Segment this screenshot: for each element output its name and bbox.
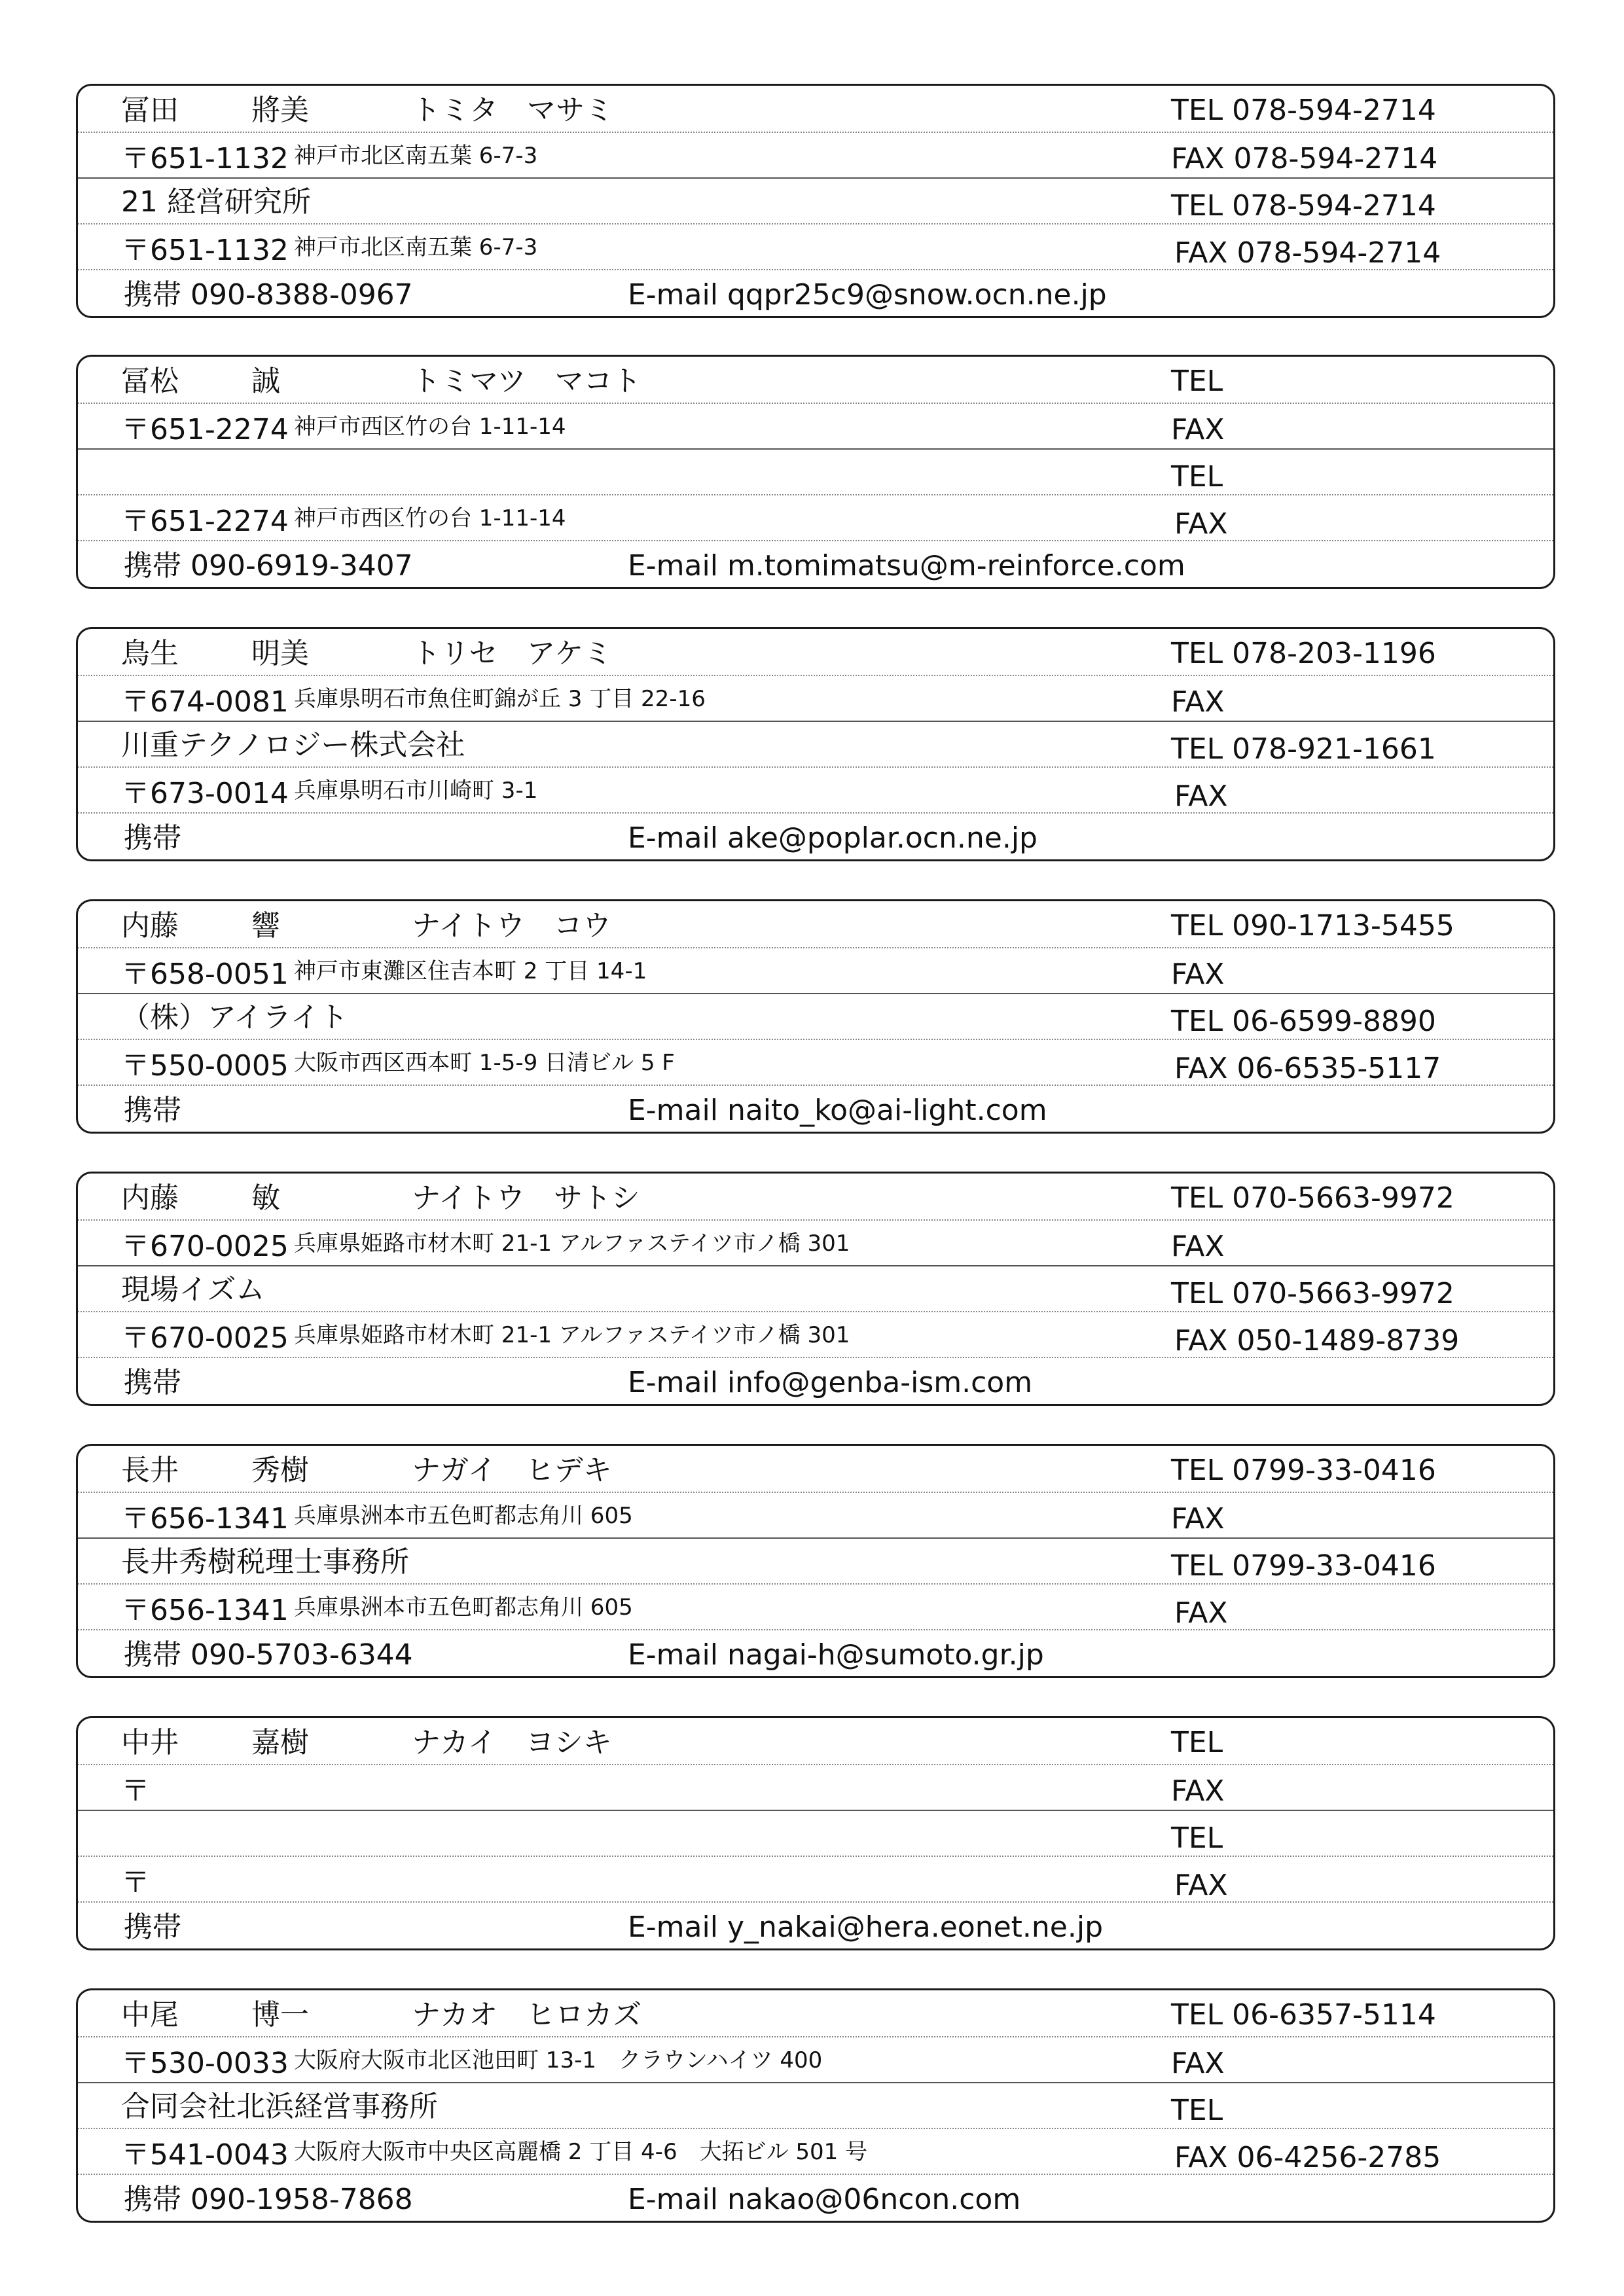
given-name: 將美 <box>251 94 309 127</box>
contact-row <box>78 812 1553 858</box>
name-row <box>78 1174 1553 1221</box>
home-tel: TEL <box>1171 365 1223 398</box>
company-row <box>78 721 1553 768</box>
name-row <box>78 1446 1553 1493</box>
home-tel: TEL 078-203-1196 <box>1171 637 1436 670</box>
contact-row <box>78 1357 1553 1403</box>
office-postal-code: 〒670-0025 <box>121 1321 289 1355</box>
home-fax: FAX <box>1171 1502 1225 1535</box>
office-tel: TEL <box>1171 1821 1223 1855</box>
mobile-phone: 携帯 <box>124 1366 181 1399</box>
home-address-row <box>78 947 1553 994</box>
office-address-row <box>78 1311 1553 1358</box>
contact-card <box>76 84 1555 318</box>
office-postal-code: 〒651-2274 <box>121 505 289 538</box>
home-postal-code: 〒670-0025 <box>121 1230 289 1263</box>
name-row <box>78 86 1553 133</box>
name-kana: トミマツ マコト <box>412 365 641 398</box>
home-address: 神戸市西区竹の台 1-11-14 <box>294 414 566 440</box>
mobile-phone: 携帯 090-1958-7868 <box>124 2183 413 2216</box>
home-fax: FAX <box>1171 2047 1225 2080</box>
office-fax: FAX <box>1174 1869 1228 1902</box>
family-name: 冨松 <box>121 365 179 398</box>
contact-card <box>76 1716 1555 1950</box>
contact-card <box>76 899 1555 1134</box>
family-name: 中尾 <box>121 1998 179 2032</box>
home-tel: TEL 070-5663-9972 <box>1171 1181 1454 1215</box>
name-row <box>78 357 1553 404</box>
contact-row <box>78 1901 1553 1947</box>
company-name: 川重テクノロジー株式会社 <box>121 728 465 762</box>
contact-row <box>78 540 1553 586</box>
family-name: 内藤 <box>121 1181 179 1215</box>
home-address-row <box>78 675 1553 722</box>
given-name: 明美 <box>251 637 309 670</box>
office-address-row <box>78 1039 1553 1086</box>
home-address-row <box>78 1219 1553 1266</box>
mobile-phone: 携帯 090-5703-6344 <box>124 1638 413 1672</box>
office-tel: TEL <box>1171 460 1223 493</box>
contact-card <box>76 627 1555 861</box>
company-name: 21 経営研究所 <box>121 185 311 219</box>
home-address: 兵庫県洲本市五色町都志角川 605 <box>294 1503 633 1529</box>
given-name: 嘉樹 <box>251 1726 309 1759</box>
mobile-phone: 携帯 <box>124 1910 181 1944</box>
contact-card <box>76 1444 1555 1678</box>
home-address: 兵庫県姫路市材木町 21-1 アルファステイツ市ノ橋 301 <box>294 1230 850 1257</box>
name-kana: ナイトウ コウ <box>412 909 611 942</box>
office-tel: TEL 0799-33-0416 <box>1171 1549 1436 1583</box>
home-postal-code: 〒651-1132 <box>121 142 289 175</box>
office-tel: TEL 078-594-2714 <box>1171 189 1436 223</box>
office-address: 大阪市西区西本町 1-5-9 日清ビル 5 F <box>294 1050 675 1076</box>
name-row <box>78 901 1553 948</box>
office-fax: FAX <box>1174 780 1228 813</box>
contact-card <box>76 1988 1555 2223</box>
name-kana: トミタ マサミ <box>412 94 613 127</box>
family-name: 中井 <box>121 1726 179 1759</box>
name-kana: ナイトウ サトシ <box>412 1181 640 1215</box>
mobile-phone: 携帯 090-8388-0967 <box>124 278 413 312</box>
home-address-row <box>78 1492 1553 1539</box>
mobile-phone: 携帯 <box>124 1094 181 1127</box>
home-fax: FAX <box>1171 1774 1225 1808</box>
company-row <box>78 1810 1553 1857</box>
family-name: 内藤 <box>121 909 179 942</box>
home-tel: TEL <box>1171 1726 1223 1759</box>
mobile-phone: 携帯 090-6919-3407 <box>124 549 413 583</box>
company-row <box>78 448 1553 495</box>
family-name: 鳥生 <box>121 637 179 670</box>
home-fax: FAX 078-594-2714 <box>1171 142 1438 175</box>
given-name: 秀樹 <box>251 1454 309 1487</box>
email-address: E-mail naito_ko@ai-light.com <box>628 1094 1047 1127</box>
office-address-row <box>78 1583 1553 1630</box>
office-postal-code: 〒550-0005 <box>121 1049 289 1083</box>
office-postal-code: 〒 <box>121 1866 150 1899</box>
office-address-row <box>78 766 1553 814</box>
office-fax: FAX 078-594-2714 <box>1174 236 1441 270</box>
home-address-row <box>78 1764 1553 1811</box>
office-fax: FAX 050-1489-8739 <box>1174 1324 1460 1357</box>
name-row <box>78 1990 1553 2037</box>
home-tel: TEL 090-1713-5455 <box>1171 909 1454 942</box>
email-address: E-mail qqpr25c9@snow.ocn.ne.jp <box>628 278 1107 312</box>
home-address-row <box>78 2036 1553 2083</box>
contact-card <box>76 1172 1555 1406</box>
email-address: E-mail ake@poplar.ocn.ne.jp <box>628 821 1038 855</box>
home-postal-code: 〒 <box>121 1774 150 1808</box>
email-address: E-mail y_nakai@hera.eonet.ne.jp <box>628 1910 1103 1944</box>
company-name: （株）アイライト <box>121 1001 348 1034</box>
office-address: 兵庫県洲本市五色町都志角川 605 <box>294 1594 633 1621</box>
office-postal-code: 〒651-1132 <box>121 234 289 267</box>
company-row <box>78 177 1553 224</box>
mobile-phone: 携帯 <box>124 821 181 855</box>
office-address-row <box>78 223 1553 270</box>
given-name: 博一 <box>251 1998 309 2032</box>
home-postal-code: 〒674-0081 <box>121 685 289 719</box>
office-address-row <box>78 494 1553 541</box>
email-address: E-mail nakao@06ncon.com <box>628 2183 1021 2216</box>
email-address: E-mail m.tomimatsu@m-reinforce.com <box>628 549 1185 583</box>
home-address-row <box>78 132 1553 179</box>
home-tel: TEL 078-594-2714 <box>1171 94 1436 127</box>
company-name: 現場イズム <box>121 1273 265 1306</box>
contact-row <box>78 1085 1553 1130</box>
home-postal-code: 〒658-0051 <box>121 958 289 991</box>
email-address: E-mail nagai-h@sumoto.gr.jp <box>628 1638 1044 1672</box>
office-address: 兵庫県明石市川崎町 3-1 <box>294 778 538 804</box>
name-kana: ナカオ ヒロカズ <box>412 1998 642 2032</box>
home-address: 神戸市東灘区住吉本町 2 丁目 14-1 <box>294 958 647 984</box>
home-postal-code: 〒651-2274 <box>121 413 289 446</box>
office-address: 神戸市西区竹の台 1-11-14 <box>294 505 566 531</box>
contact-row <box>78 269 1553 315</box>
family-name: 長井 <box>121 1454 179 1487</box>
office-tel: TEL 06-6599-8890 <box>1171 1005 1436 1038</box>
email-address: E-mail info@genba-ism.com <box>628 1366 1033 1399</box>
company-name: 長井秀樹税理士事務所 <box>121 1545 409 1579</box>
office-tel: TEL 070-5663-9972 <box>1171 1277 1454 1310</box>
company-row <box>78 1537 1553 1585</box>
office-address: 兵庫県姫路市材木町 21-1 アルファステイツ市ノ橋 301 <box>294 1322 850 1348</box>
home-fax: FAX <box>1171 413 1225 446</box>
contact-card <box>76 355 1555 589</box>
office-fax: FAX 06-4256-2785 <box>1174 2141 1441 2174</box>
home-postal-code: 〒530-0033 <box>121 2047 289 2080</box>
given-name: 敏 <box>251 1181 280 1215</box>
home-tel: TEL 0799-33-0416 <box>1171 1454 1436 1487</box>
name-kana: ナカイ ヨシキ <box>412 1726 612 1759</box>
office-address-row <box>78 2128 1553 2175</box>
family-name: 冨田 <box>121 94 179 127</box>
given-name: 誠 <box>251 365 280 398</box>
home-address: 兵庫県明石市魚住町錦が丘 3 丁目 22-16 <box>294 686 706 712</box>
office-tel: TEL <box>1171 2094 1223 2127</box>
home-fax: FAX <box>1171 958 1225 991</box>
company-row <box>78 993 1553 1040</box>
name-kana: トリセ アケミ <box>412 637 613 670</box>
company-row <box>78 2082 1553 2129</box>
name-row <box>78 629 1553 676</box>
office-address-row <box>78 1856 1553 1903</box>
company-name: 合同会社北浜経営事務所 <box>121 2090 438 2123</box>
office-fax: FAX <box>1174 507 1228 541</box>
given-name: 響 <box>251 909 280 942</box>
contact-row <box>78 2174 1553 2219</box>
office-postal-code: 〒541-0043 <box>121 2138 289 2172</box>
office-postal-code: 〒673-0014 <box>121 777 289 810</box>
office-fax: FAX <box>1174 1596 1228 1630</box>
office-fax: FAX 06-6535-5117 <box>1174 1052 1441 1085</box>
office-address: 大阪府大阪市中央区高麗橋 2 丁目 4-6 大拓ビル 501 号 <box>294 2139 868 2165</box>
home-fax: FAX <box>1171 685 1225 719</box>
home-fax: FAX <box>1171 1230 1225 1263</box>
home-tel: TEL 06-6357-5114 <box>1171 1998 1436 2032</box>
home-postal-code: 〒656-1341 <box>121 1502 289 1535</box>
name-row <box>78 1718 1553 1765</box>
office-tel: TEL 078-921-1661 <box>1171 732 1436 766</box>
home-address: 神戸市北区南五葉 6-7-3 <box>294 143 538 169</box>
contact-row <box>78 1629 1553 1675</box>
home-address: 大阪府大阪市北区池田町 13-1 クラウンハイツ 400 <box>294 2047 823 2073</box>
company-row <box>78 1265 1553 1312</box>
office-address: 神戸市北区南五葉 6-7-3 <box>294 234 538 260</box>
office-postal-code: 〒656-1341 <box>121 1594 289 1627</box>
home-address-row <box>78 403 1553 450</box>
name-kana: ナガイ ヒデキ <box>412 1454 612 1487</box>
